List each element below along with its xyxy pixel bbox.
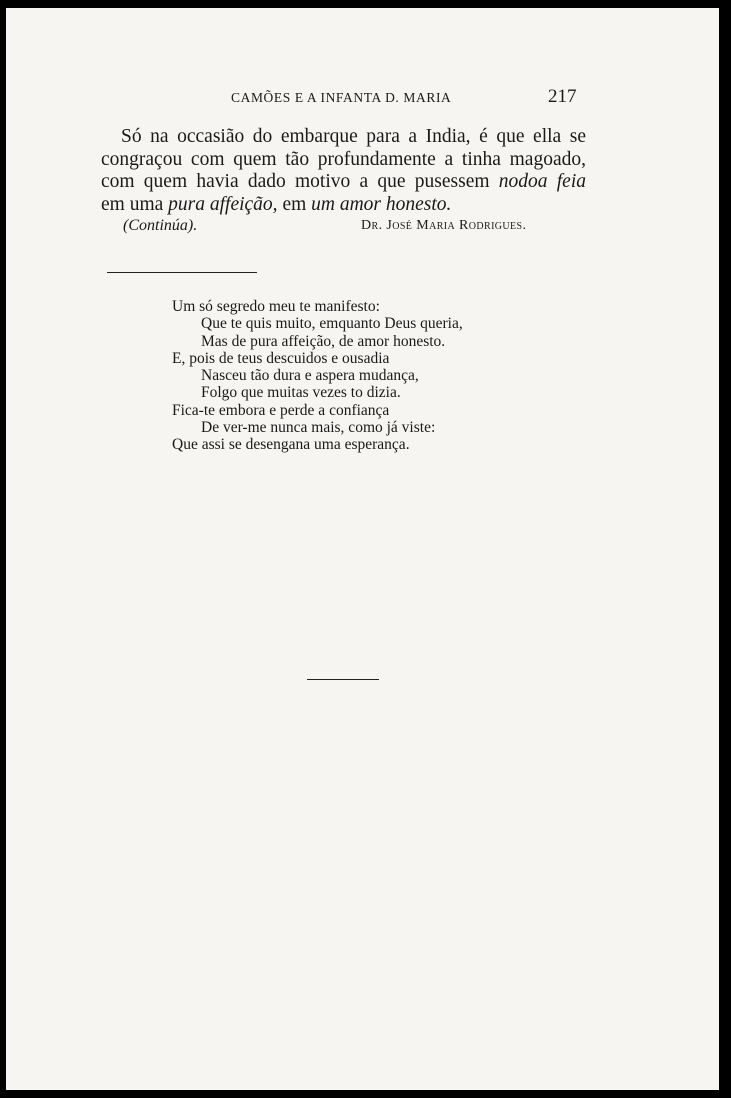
section-end-rule (307, 679, 379, 680)
paragraph-text: em uma (101, 193, 169, 215)
paragraph-line: congraçou com quem tão profundamente a tinha magoado, (101, 148, 586, 170)
author-signature: Dr. José Maria Rodrigues. (361, 218, 527, 233)
italic-phrase: um amor honesto. (311, 193, 452, 215)
paragraph-line (101, 171, 586, 194)
paragraph-line (101, 194, 586, 217)
paragraph-text: em (277, 193, 312, 215)
footnote-rule (107, 272, 257, 273)
poem-stanza (172, 298, 463, 454)
poem-line: Fica-te embora e perde a confiança (172, 401, 390, 419)
poem-line: Que assi se desengana uma esperança. (172, 436, 410, 454)
poem-line: Nasceu tão dura e aspera mudança, (201, 367, 419, 385)
italic-phrase: nodoa feia (498, 171, 586, 192)
poem-line: Folgo que muitas vezes to dizia. (201, 384, 401, 402)
poem-line: Um só segredo meu te manifesto: (172, 298, 380, 315)
poem-line: Mas de pura affeição, de amor honesto. (201, 332, 446, 350)
continuation-note: (Continúa). (123, 217, 198, 234)
poem-line: Que te quis muito, emquanto Deus queria, (201, 315, 463, 333)
poem-line: De ver-me nunca mais, como já viste: (201, 419, 436, 437)
italic-phrase: pura affeição, (168, 193, 278, 215)
running-header-title: CAMÕES E A INFANTA D. MARIA (231, 90, 452, 105)
closing-paragraph (101, 126, 586, 216)
poem-line: E, pois de teus descuidos e ousadia (172, 349, 390, 367)
paragraph-line: Só na occasião do embarque para a India, é que ella se (121, 126, 586, 147)
page-number: 217 (548, 86, 577, 107)
paragraph-text: com quem havia dado motivo a que pusessem (101, 171, 499, 192)
book-page (6, 8, 719, 1090)
